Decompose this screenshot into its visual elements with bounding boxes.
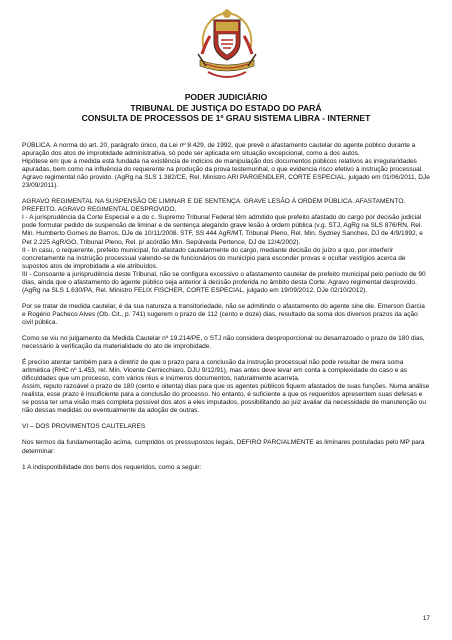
header-line-3: CONSULTA DE PROCESSOS DE 1º GRAU SISTEMA LIBRA - INTERNET: [81, 113, 371, 123]
paragraph: 1 A indisponibilidade dos bens dos requeridos, como a seguir:: [22, 463, 202, 471]
paragraph: Como se viu no julgamento da Medida Cautelar nº 19.214/PE, o STJ não considera desproporcional ou desarrazoado o prazo de 180 dias, necessário à verificação da materialidade do ato de improbidade.: [22, 334, 425, 351]
section-heading: VI – DOS PROVIMENTOS CAUTELARES: [22, 423, 146, 431]
header-line-1: PODER JUDICIÁRIO: [184, 92, 268, 102]
paragraph: I - A jurisprudência da Corte Especial e a do c. Supremo Tribunal Federal têm admitido que prefeito afastado do cargo por decisão judicial pode formular pedido de suspensão de liminar e de sentença alegando grave lesão à ordem pública (v.g. STJ, AgRg na SLS 876/RN, Rel. Min. Humberto Gomes de Barros, DJe de 10/11/2008. STF, SS 444 AgR/MT, Tribunal Pleno, Rel. Min. Sydney Sanches, DJ de 4/9/1992, e Pet 2.225 AgR/GO, Tribunal Pleno, Rel. p/ acórdão Min. Sepúlveda Pertence, DJ de 12/4/2002).: [22, 214, 423, 246]
paragraph: Nos termos da fundamentação acima, cumpridos os pressupostos legais, DEFIRO PARCIALMENTE as liminares postuladas pelo MP para determinar:: [22, 439, 425, 455]
paragraph: III - Consoante a jurisprudência deste Tribunal, não se configura excessivo o afastamento cautelar de prefeito municipal pelo período de 90 dias, ainda que o afastamento do agente público seja anterior à decisão proferida no âmbito desta Corte. Agravo regimental desprovido. (AgRg na SLS 1.630/PA, Rel. Ministro FELIX FISCHER, CORTE ESPECIAL, julgado em 19/09/2012, DJe 02/10/2012).: [22, 270, 426, 294]
page-number: 17: [422, 615, 430, 622]
document-body: [22, 142, 430, 480]
document-header: [0, 92, 452, 124]
paragraph: É preciso atentar também para a diretriz de que o prazo para a conclusão da instrução processual não pode resultar de mera soma aritmética (RHC nº 1.453, rel. Min. Vicente Cernicchiaro, DJU 9/12/91), mas antes deve levar em conta a complexidade do caso e as dificuldades que um processo, com vários réus e inúmeros documentos, naturalmente acarreta.: [22, 359, 408, 383]
paragraph: AGRAVO REGIMENTAL NA SUSPENSÃO DE LIMINAR E DE SENTENÇA. GRAVE LESÃO À ORDEM PÚBLICA. AFASTAMENTO. PREFEITO. AGRAVO REGIMENTAL DESPROVIDO.: [22, 198, 406, 214]
header-line-2: TRIBUNAL DE JUSTIÇA DO ESTADO DO PARÁ: [130, 102, 322, 113]
paragraph: PÚBLICA. A norma do art. 20, parágrafo único, da Lei nº 8.429, de 1992, que prevê o afastamento cautelar do agente público durante a apuração dos atos de improbidade administrativa, só pode ser aplicada em situação excepcional, como a dos autos.: [22, 142, 416, 158]
paragraph: Por se tratar de medida cautelar, é da sua natureza a transitoriedade, não se admitindo o afastamento do agente sine die. Emerson Garcia e Rogério Pacheco Alves (Ob. Cit., p. 741) sugerem o prazo de 112 (cento e doze) dias, resultado da soma dos diversos prazos da ação civil pública.: [22, 302, 425, 326]
paragraph: Assim, reputo razoável o prazo de 180 (cento e oitenta) dias para que os agentes públicos fiquem afastados de suas funções. Numa análise realista, esse prazo é insuficiente para a conclusão do processo. No entanto, é suficiente a que os requeridos apresentem suas defesas e se possa ter uma visão mais completa possível dos atos a eles imputados, possibilitando ao juiz avaliar da necessidade de manutenção ou não dessas medidas ou eventualmente da adoção de outras.: [22, 383, 430, 415]
paragraph: Hipótese em que a medida está fundada na existência de indícios de manipulação dos documentos públicos relativos às irregularidades apuradas, bem como na influência do requerente na produção da prova testemunhal, o que evidencia risco efetivo à instrução processual. Agravo regimental não provido. (AgRg na SLS 1.382/CE, Rel. Ministro ARI PARGENDLER, CORTE ESPECIAL, julgado em 01/06/2011, DJe 23/09/2011).: [22, 158, 430, 190]
tjpa-coat-of-arms-icon: [196, 6, 258, 82]
paragraph: II - In casu, o requerente, prefeito municipal, foi afastado cautelarmente do cargo, mediante decisão do juízo a quo, por interferir concretamente na instrução processual valendo-se de funcionários do município para esconder provas e ocultar vestígios acerca de supostos atos de improbidade a ele atribuídos.: [22, 246, 406, 270]
